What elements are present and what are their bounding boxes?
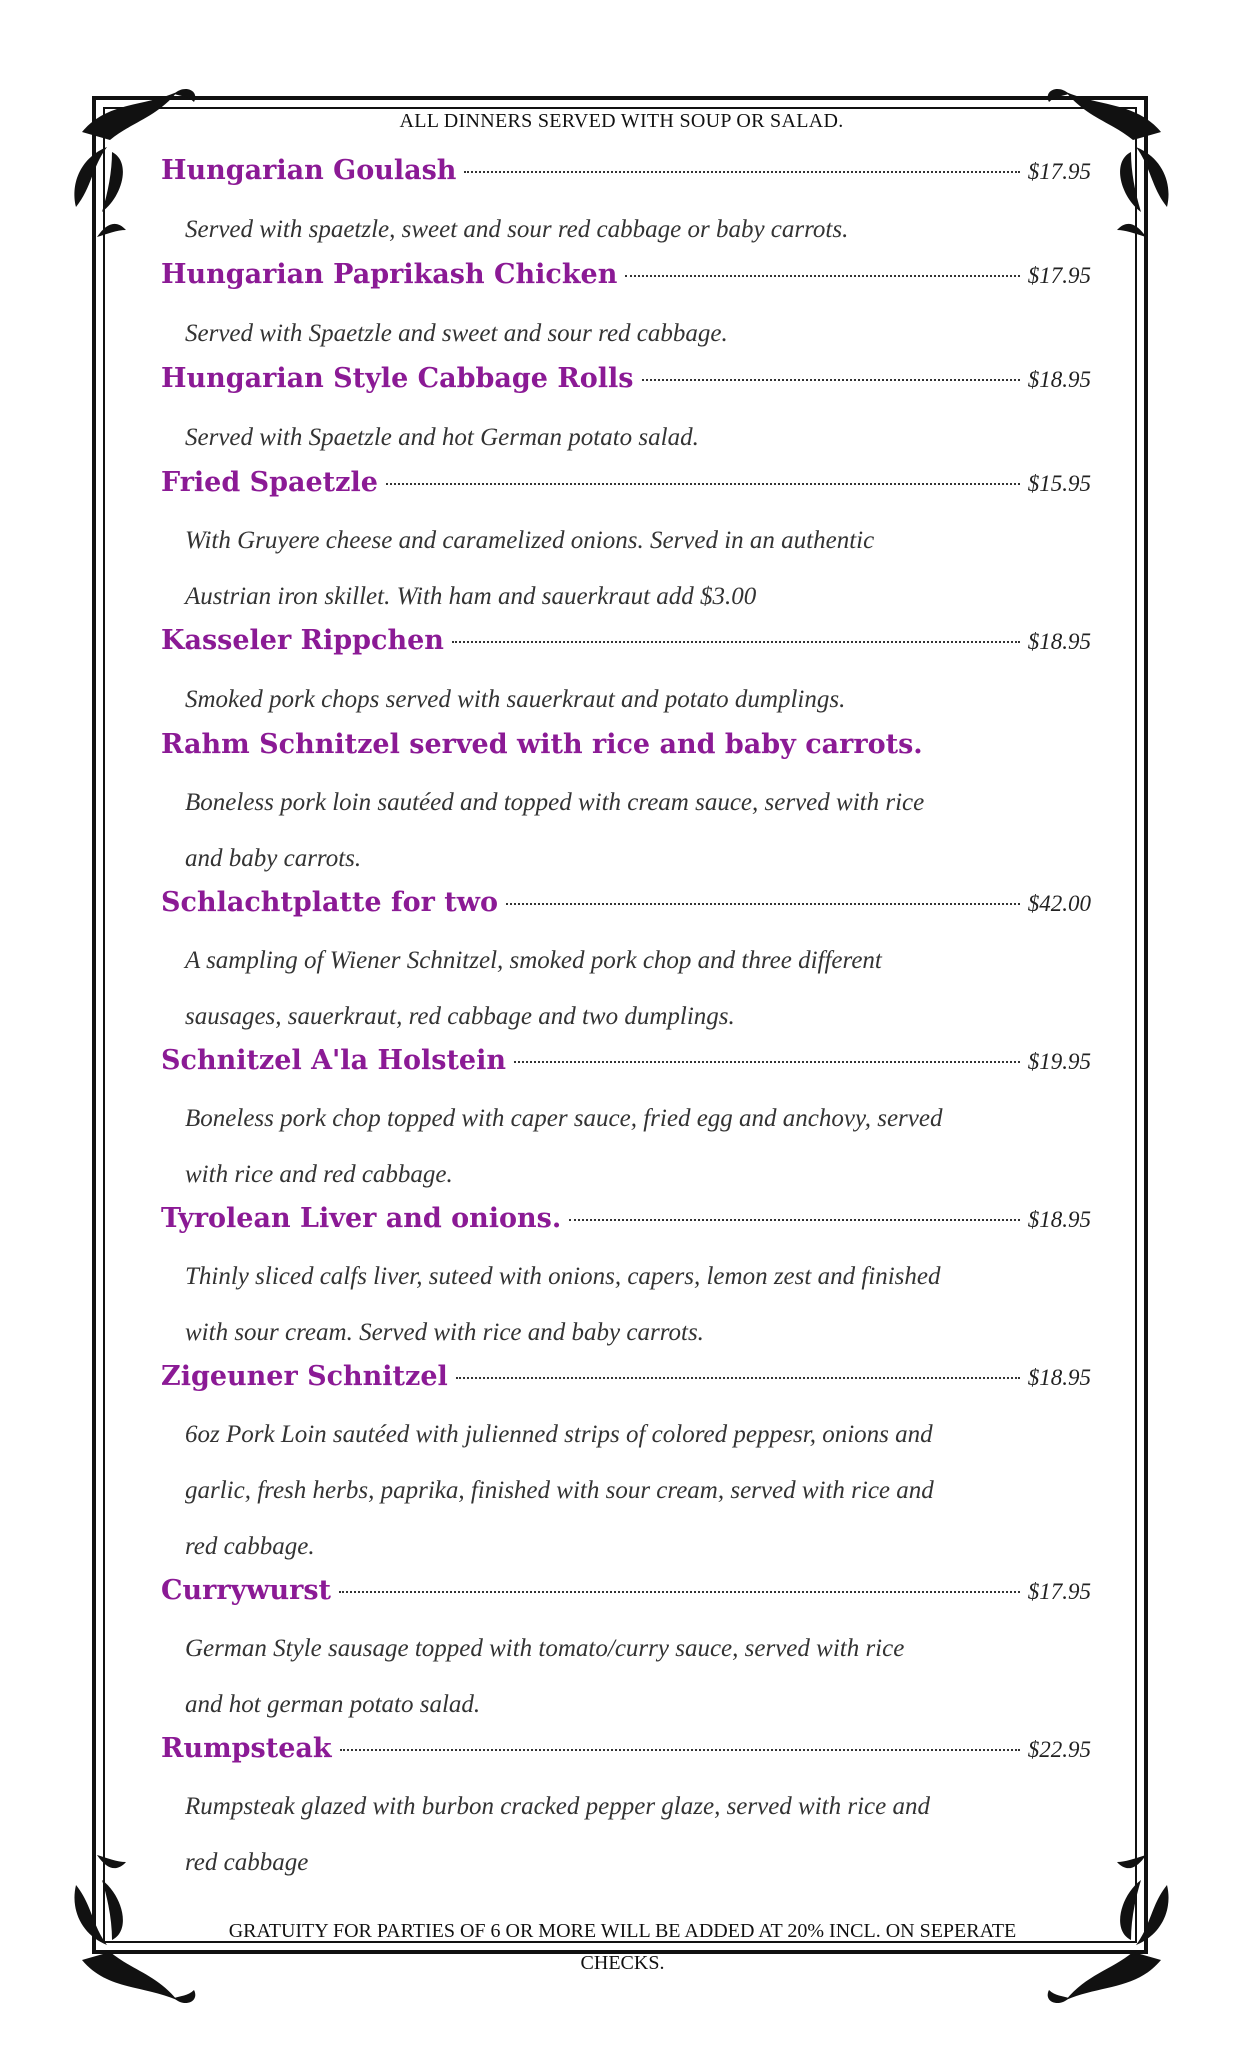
- dish-description-line: 6oz Pork Loin sautéed with julienned strips of colored peppesr, onions and: [185, 1421, 933, 1448]
- menu-item-title-row: [161, 259, 1091, 305]
- menu-item: [161, 363, 1091, 467]
- header-note: ALL DINNERS SERVED WITH SOUP OR SALAD.: [399, 110, 844, 132]
- dish-description-line: Served with spaetzle, sweet and sour red cabbage or baby carrots.: [185, 216, 849, 243]
- dot-leader: [642, 379, 1020, 381]
- dish-description-line: Rumpsteak glazed with burbon cracked pepper glaze, served with rice and: [185, 1793, 930, 1820]
- dish-description: [185, 1407, 1005, 1575]
- dot-leader: [464, 171, 1019, 173]
- menu-item-title-row: [161, 155, 1091, 201]
- dish-description-line: with rice and red cabbage.: [185, 1161, 453, 1188]
- dish-price: $22.95: [1027, 1737, 1091, 1762]
- footer-note: [150, 1912, 1095, 1982]
- menu-item: [161, 155, 1091, 259]
- dish-price: $18.95: [1027, 629, 1091, 654]
- dish-description-line: garlic, fresh herbs, paprika, finished with sour cream, served with rice and: [185, 1477, 934, 1504]
- dot-leader: [386, 483, 1020, 485]
- dish-description-line: and hot german potato salad.: [185, 1691, 481, 1718]
- dish-description-line: Austrian iron skillet. With ham and sauerkraut add $3.00: [185, 583, 757, 610]
- dish-description: [185, 1249, 1005, 1361]
- dish-description-line: Boneless pork loin sautéed and topped with cream sauce, served with rice: [185, 789, 925, 816]
- dish-description-line: Thinly sliced calfs liver, suteed with onions, capers, lemon zest and finished: [185, 1263, 941, 1290]
- menu-item-title-row: [161, 1361, 1091, 1407]
- dish-price: $15.95: [1027, 471, 1091, 496]
- dot-leader: [456, 1377, 1020, 1379]
- dish-description-line: Served with Spaetzle and hot German potato salad.: [185, 424, 699, 451]
- dish-price: $18.95: [1027, 367, 1091, 392]
- menu-item: [161, 1575, 1091, 1733]
- dish-name: Kasseler Rippchen: [161, 625, 444, 656]
- dot-leader: [339, 1591, 1020, 1593]
- dish-name: Hungarian Style Cabbage Rolls: [161, 363, 634, 394]
- menu-item-title-row: [161, 363, 1091, 409]
- menu-item-title-row: [161, 729, 1091, 775]
- menu-list: [161, 155, 1091, 1891]
- dish-description-line: sausages, sauerkraut, red cabbage and two dumplings.: [185, 1003, 735, 1030]
- dish-price: $17.95: [1027, 263, 1091, 288]
- dot-leader: [625, 275, 1019, 277]
- dish-price: $18.95: [1027, 1207, 1091, 1232]
- menu-item: [161, 625, 1091, 729]
- dish-description-line: and baby carrots.: [185, 845, 362, 872]
- dish-description-line: Smoked pork chops served with sauerkraut and potato dumplings.: [185, 686, 846, 713]
- menu-item: [161, 887, 1091, 1045]
- dish-description: [185, 1779, 1005, 1891]
- footer-note-line: GRATUITY FOR PARTIES OF 6 OR MORE WILL BE ADDED AT 20% INCL. ON SEPERATE: [228, 1920, 1017, 1942]
- dish-name: Currywurst: [161, 1575, 332, 1606]
- dish-description-line: German Style sausage topped with tomato/curry sauce, served with rice: [185, 1635, 905, 1662]
- dish-description-line: red cabbage: [185, 1849, 309, 1876]
- dish-description: [185, 513, 1005, 625]
- dot-leader: [506, 903, 1020, 905]
- menu-item-title-row: [161, 1575, 1091, 1621]
- dish-name: Rumpsteak: [161, 1733, 332, 1764]
- dot-leader: [514, 1061, 1020, 1063]
- dot-leader: [569, 1219, 1019, 1221]
- dish-description-line: red cabbage.: [185, 1533, 315, 1560]
- dish-name: Hungarian Goulash: [161, 155, 457, 186]
- dish-description: [185, 775, 1005, 887]
- menu-item-title-row: [161, 467, 1091, 513]
- dish-description: [185, 305, 1005, 363]
- menu-item: [161, 467, 1091, 625]
- dish-description: [185, 671, 1005, 729]
- dish-description: [185, 1621, 1005, 1733]
- menu-item: [161, 1361, 1091, 1575]
- dish-name: Schlachtplatte for two: [161, 887, 498, 918]
- dish-name: Fried Spaetzle: [161, 467, 378, 498]
- dot-leader: [452, 641, 1020, 643]
- dish-description: [185, 409, 1005, 467]
- dish-description: [185, 933, 1005, 1045]
- dish-price: $19.95: [1027, 1049, 1091, 1074]
- dish-description: [185, 201, 1005, 259]
- menu-item: [161, 729, 1091, 887]
- dish-name: Hungarian Paprikash Chicken: [161, 259, 618, 290]
- menu-item: [161, 259, 1091, 363]
- menu-item-title-row: [161, 1045, 1091, 1091]
- dish-price: $17.95: [1027, 159, 1091, 184]
- menu-item-title-row: [161, 1203, 1091, 1249]
- menu-item: [161, 1733, 1091, 1891]
- dot-leader: [340, 1749, 1020, 1751]
- dish-description: [185, 1091, 1005, 1203]
- dish-description-line: With Gruyere cheese and caramelized onions. Served in an authentic: [185, 527, 875, 554]
- dish-price: $17.95: [1027, 1579, 1091, 1604]
- dish-price: $18.95: [1027, 1365, 1091, 1390]
- menu-item-title-row: [161, 1733, 1091, 1779]
- menu-item-title-row: [161, 887, 1091, 933]
- menu-item: [161, 1203, 1091, 1361]
- footer-note-line: CHECKS.: [580, 1952, 665, 1974]
- menu-item-title-row: [161, 625, 1091, 671]
- dish-description-line: with sour cream. Served with rice and baby carrots.: [185, 1319, 704, 1346]
- dish-name: Schnitzel A'la Holstein: [161, 1045, 506, 1076]
- menu-item: [161, 1045, 1091, 1203]
- dish-description-line: Served with Spaetzle and sweet and sour red cabbage.: [185, 320, 728, 347]
- dish-price: $42.00: [1027, 891, 1091, 916]
- dish-description-line: A sampling of Wiener Schnitzel, smoked pork chop and three different: [185, 947, 882, 974]
- dish-description-line: Boneless pork chop topped with caper sauce, fried egg and anchovy, served: [185, 1105, 943, 1132]
- dish-name: Rahm Schnitzel served with rice and baby carrots.: [161, 729, 923, 760]
- dish-name: Tyrolean Liver and onions.: [161, 1203, 562, 1234]
- dish-name: Zigeuner Schnitzel: [161, 1361, 448, 1392]
